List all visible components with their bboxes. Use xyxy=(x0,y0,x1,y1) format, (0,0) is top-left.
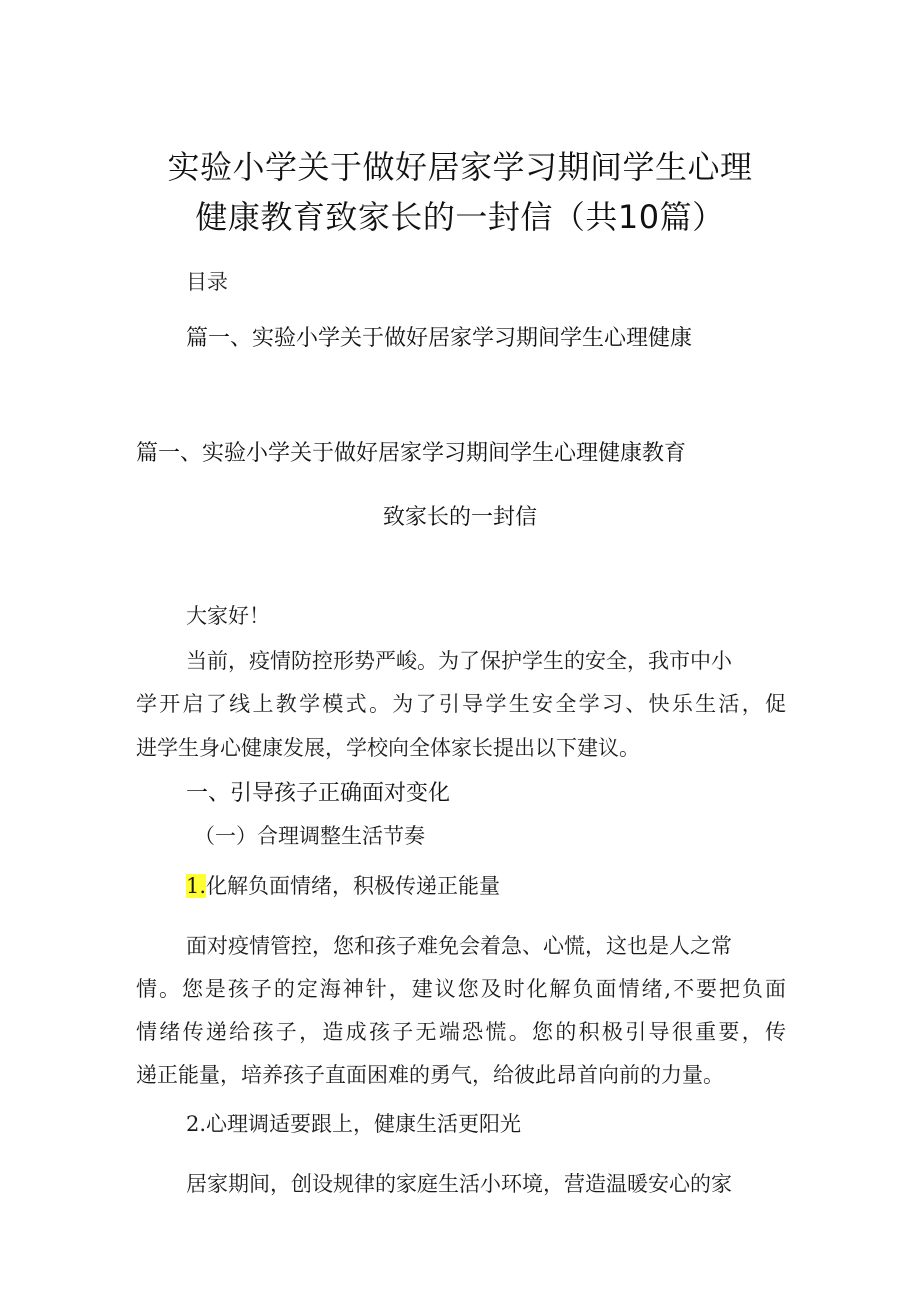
item-1-number-highlight: 1. xyxy=(186,874,207,898)
intro-line-2: 学开启了线上教学模式。为了引导学生安全学习、快乐生活，促 xyxy=(136,692,786,716)
para1-line-4: 递正能量，培养孩子直面困难的勇气，给彼此昂首向前的力量。 xyxy=(136,1063,724,1087)
para1-line-2: 情。您是孩子的定海神针，建议您及时化解负面情绪,不要把负面 xyxy=(136,977,786,1001)
item-1-text: 化解负面情绪，积极传递正能量 xyxy=(206,874,501,898)
list-item-2: 2.心理调适要跟上，健康生活更阳光 xyxy=(186,1112,522,1136)
document-title-line-2: 健康教育致家长的一封信（共10篇） xyxy=(195,198,725,236)
para1-line-1: 面对疫情管控，您和孩子难免会着急、心慌，这也是人之常 xyxy=(186,934,732,958)
para2-line-1: 居家期间，创设规律的家庭生活小环境，营造温暖安心的家 xyxy=(186,1172,732,1196)
intro-line-3: 进学生身心健康发展，学校向全体家长提出以下建议。 xyxy=(136,736,640,760)
document-title-line-1: 实验小学关于做好居家学习期间学生心理 xyxy=(167,148,753,186)
subheading-1: （一）合理调整生活节奏 xyxy=(194,824,425,848)
toc-label: 目录 xyxy=(186,270,228,294)
heading-1: 一、引导孩子正确面对变化 xyxy=(186,781,451,806)
list-item-1 xyxy=(186,870,500,900)
section-title-line-1: 篇一、实验小学关于做好居家学习期间学生心理健康教育 xyxy=(136,441,687,466)
section-title-line-2: 致家长的一封信 xyxy=(382,505,537,530)
greeting: 大家好！ xyxy=(186,604,270,628)
para1-line-3: 情绪传递给孩子，造成孩子无端恐慌。您的积极引导很重要，传 xyxy=(136,1020,786,1044)
toc-item-1[interactable]: 篇一、实验小学关于做好居家学习期间学生心理健康 xyxy=(186,326,693,351)
intro-line-1: 当前，疫情防控形势严峻。为了保护学生的安全，我市中小 xyxy=(186,649,732,673)
